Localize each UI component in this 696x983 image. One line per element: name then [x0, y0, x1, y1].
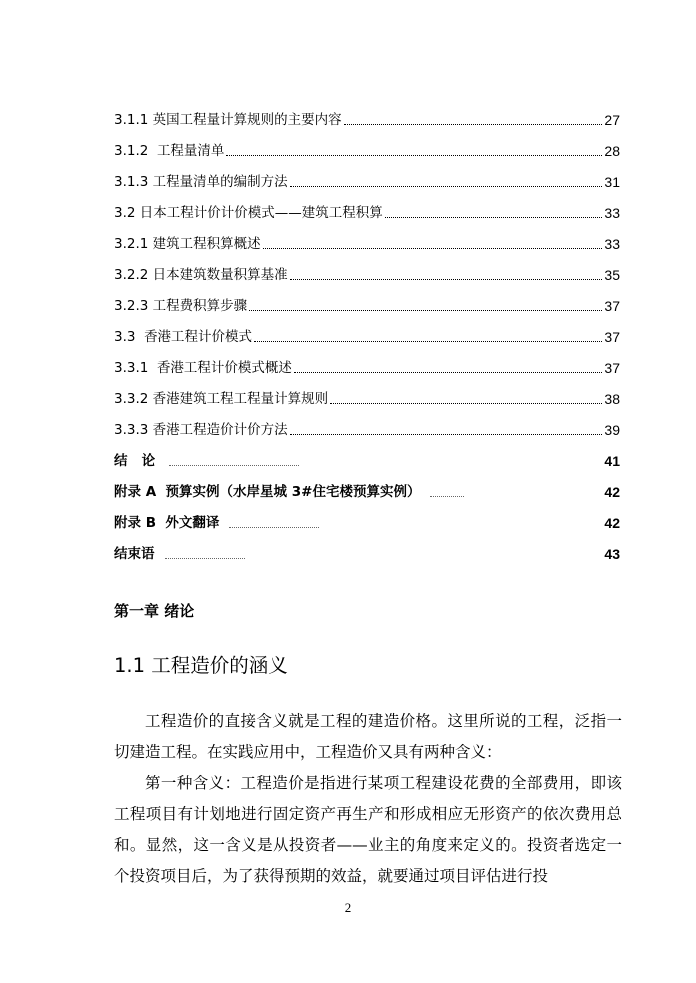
toc-leader: [226, 154, 602, 156]
toc-leader: [290, 433, 603, 435]
toc-title: 结 论: [114, 453, 156, 469]
page-number: 2: [344, 900, 352, 915]
toc-title: 香港工程计价模式概述: [156, 360, 292, 376]
toc-entry[interactable]: [114, 100, 620, 131]
toc-page: 27: [604, 112, 620, 128]
toc-page: 35: [604, 267, 620, 283]
toc-number: 3.3.2: [114, 391, 153, 407]
toc-number: 3.3.1: [114, 360, 157, 376]
toc-title: 建筑工程积算概述: [152, 236, 261, 252]
toc-entry-closing[interactable]: [114, 534, 620, 565]
toc-entry[interactable]: [114, 348, 620, 379]
toc-leader: [294, 371, 602, 373]
toc-page: 37: [604, 298, 620, 314]
toc-page: 28: [604, 143, 620, 159]
toc-page: 31: [604, 174, 620, 190]
chapter-title: 第一章 绪论: [114, 602, 195, 620]
body-text: [114, 706, 622, 892]
toc-entry[interactable]: [114, 379, 620, 410]
toc-number: 3.2.3: [114, 298, 153, 314]
toc-entry-conclusion[interactable]: [114, 441, 620, 472]
toc-title: 工程费积算步骤: [152, 298, 248, 314]
toc-leader: [430, 495, 464, 497]
toc-entry[interactable]: [114, 255, 620, 286]
toc-entry[interactable]: [114, 193, 620, 224]
table-of-contents: [114, 100, 620, 565]
toc-number: 3.2.2: [114, 267, 153, 283]
toc-entry-appendix-b[interactable]: [114, 503, 620, 534]
toc-page: 38: [604, 391, 620, 407]
toc-leader: [169, 464, 299, 466]
toc-page: 41: [604, 453, 620, 469]
toc-title: 英国工程量计算规则的主要内容: [152, 112, 342, 128]
toc-entry[interactable]: [114, 286, 620, 317]
toc-page: 39: [604, 422, 620, 438]
toc-number: 3.2.1: [114, 236, 153, 252]
toc-page: 33: [604, 236, 620, 252]
toc-number: 3.2: [114, 205, 140, 221]
toc-leader: [385, 216, 603, 218]
toc-number: 3.1.3: [114, 174, 153, 190]
toc-page: 37: [604, 360, 620, 376]
toc-page: 42: [604, 515, 620, 531]
toc-leader: [330, 402, 602, 404]
toc-page: 42: [604, 484, 620, 500]
toc-title: 日本建筑数量积算基准: [152, 267, 288, 283]
toc-title: 香港工程造价计价方法: [152, 422, 288, 438]
paragraph: 工程造价的直接含义就是工程的建造价格。这里所说的工程，泛指一切建造工程。在实践应用中，工程造价又具有两种含义：: [114, 712, 622, 761]
paragraph: 第一种含义：工程造价是指进行某项工程建设花费的全部费用，即该工程项目有计划地进行固定资产再生产和形成相应无形资产的依次费用总和。显然，这一含义是从投资者——业主的角度来定义的。投资者选定一个投资项目后，为了获得预期的效益，就要通过项目评估进行投: [114, 774, 622, 885]
toc-leader: [249, 309, 602, 311]
toc-title: 香港建筑工程工程量计算规则: [152, 391, 329, 407]
toc-leader: [254, 340, 602, 342]
toc-entry[interactable]: [114, 317, 620, 348]
toc-leader: [263, 247, 603, 249]
toc-page: 33: [604, 205, 620, 221]
toc-page: 43: [604, 546, 620, 562]
toc-leader: [290, 278, 603, 280]
toc-entry[interactable]: [114, 131, 620, 162]
toc-number: 3.1.1: [114, 112, 153, 128]
toc-entry[interactable]: [114, 162, 620, 193]
toc-leader: [229, 526, 319, 528]
toc-title: 工程量清单的编制方法: [152, 174, 288, 190]
toc-entry-appendix-a[interactable]: [114, 472, 620, 503]
toc-leader: [165, 557, 245, 559]
toc-leader: [290, 185, 603, 187]
toc-number: 3.3.3: [114, 422, 153, 438]
toc-leader: [344, 123, 603, 125]
toc-title: 附录 B 外文翻译: [114, 515, 220, 531]
toc-number: 3.1.2: [114, 143, 157, 159]
toc-title: 日本工程计价计价模式——建筑工程积算: [139, 205, 383, 221]
section-title: 1.1 工程造价的涵义: [114, 654, 288, 677]
toc-page: 37: [604, 329, 620, 345]
toc-number: 3.3: [114, 329, 145, 345]
toc-title: 附录 A 预算实例（水岸星城 3#住宅楼预算实例）: [114, 484, 421, 500]
toc-title: 结束语: [114, 546, 155, 562]
toc-entry[interactable]: [114, 410, 620, 441]
toc-title: 香港工程计价模式: [144, 329, 253, 345]
toc-title: 工程量清单: [156, 143, 225, 159]
toc-entry[interactable]: [114, 224, 620, 255]
